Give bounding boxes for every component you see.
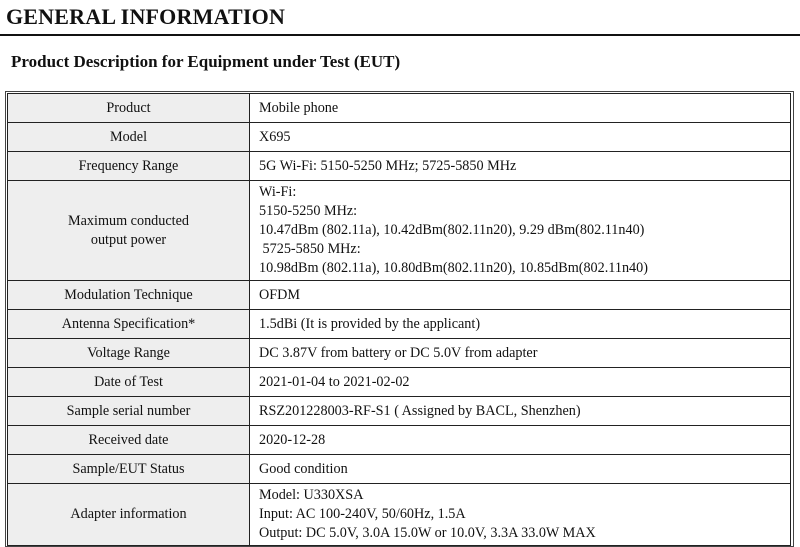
label-line: output power [90, 231, 167, 248]
value-line: Mobile phone [259, 99, 339, 116]
table-row-max-output-power [8, 181, 791, 281]
row-value [250, 339, 791, 368]
table-row-date-of-test [8, 368, 791, 397]
row-value [250, 426, 791, 455]
row-label: Frequency Range [8, 152, 250, 181]
table-row-eut-status [8, 455, 791, 484]
section-divider [0, 34, 800, 36]
table-row-model [8, 123, 791, 152]
table-row-product [8, 94, 791, 123]
row-label [8, 181, 250, 281]
row-label: Adapter information [8, 484, 250, 546]
table-row-received-date [8, 426, 791, 455]
table-row-adapter [8, 484, 791, 546]
row-value [250, 455, 791, 484]
value-line: 5150-5250 MHz: [259, 203, 358, 219]
value-line: Output: DC 5.0V, 3.0A 15.0W or 10.0V, 3.3A 33.0W MAX [259, 525, 596, 541]
table-row-serial-number [8, 397, 791, 426]
row-value [250, 397, 791, 426]
value-line: OFDM [259, 286, 300, 303]
table-row-voltage [8, 339, 791, 368]
row-label: Voltage Range [8, 339, 250, 368]
label-line: Maximum conducted [68, 212, 189, 229]
row-label: Modulation Technique [8, 281, 250, 310]
table-row-frequency-range [8, 152, 791, 181]
row-label: Sample serial number [8, 397, 250, 426]
row-label: Product [8, 94, 250, 123]
row-label: Date of Test [8, 368, 250, 397]
row-value [250, 281, 791, 310]
table-row-antenna [8, 310, 791, 339]
row-value [250, 181, 791, 281]
table-row-modulation [8, 281, 791, 310]
value-line: X695 [259, 128, 291, 145]
value-line: 2021-01-04 to 2021-02-02 [259, 373, 410, 390]
value-line: 10.98dBm (802.11a), 10.80dBm(802.11n20), 10.85dBm(802.11n40) [259, 260, 648, 276]
value-line: DC 3.87V from battery or DC 5.0V from adapter [259, 344, 538, 361]
value-line: 5G Wi-Fi: 5150-5250 MHz; 5725-5850 MHz [259, 157, 517, 174]
row-label: Antenna Specification* [8, 310, 250, 339]
eut-info-table [7, 93, 791, 546]
row-label: Received date [8, 426, 250, 455]
row-value [250, 152, 791, 181]
value-line: Wi-Fi: [259, 184, 297, 200]
value-line: 5725-5850 MHz: [259, 241, 361, 257]
row-label: Sample/EUT Status [8, 455, 250, 484]
row-value [250, 310, 791, 339]
value-line: 2020-12-28 [259, 431, 326, 448]
value-line: 10.47dBm (802.11a), 10.42dBm(802.11n20), 9.29 dBm(802.11n40) [259, 222, 645, 238]
section-title: GENERAL INFORMATION [6, 4, 286, 29]
value-line: Good condition [259, 460, 348, 477]
row-value [250, 94, 791, 123]
row-value [250, 368, 791, 397]
value-line: Model: U330XSA [259, 487, 364, 503]
value-line: 1.5dBi (It is provided by the applicant) [259, 315, 481, 332]
value-line: Input: AC 100-240V, 50/60Hz, 1.5A [259, 506, 466, 522]
row-value [250, 123, 791, 152]
row-value [250, 484, 791, 546]
row-label: Model [8, 123, 250, 152]
subsection-title: Product Description for Equipment under Test (EUT) [11, 52, 401, 71]
value-line: RSZ201228003-RF-S1 ( Assigned by BACL, Shenzhen) [259, 402, 581, 419]
